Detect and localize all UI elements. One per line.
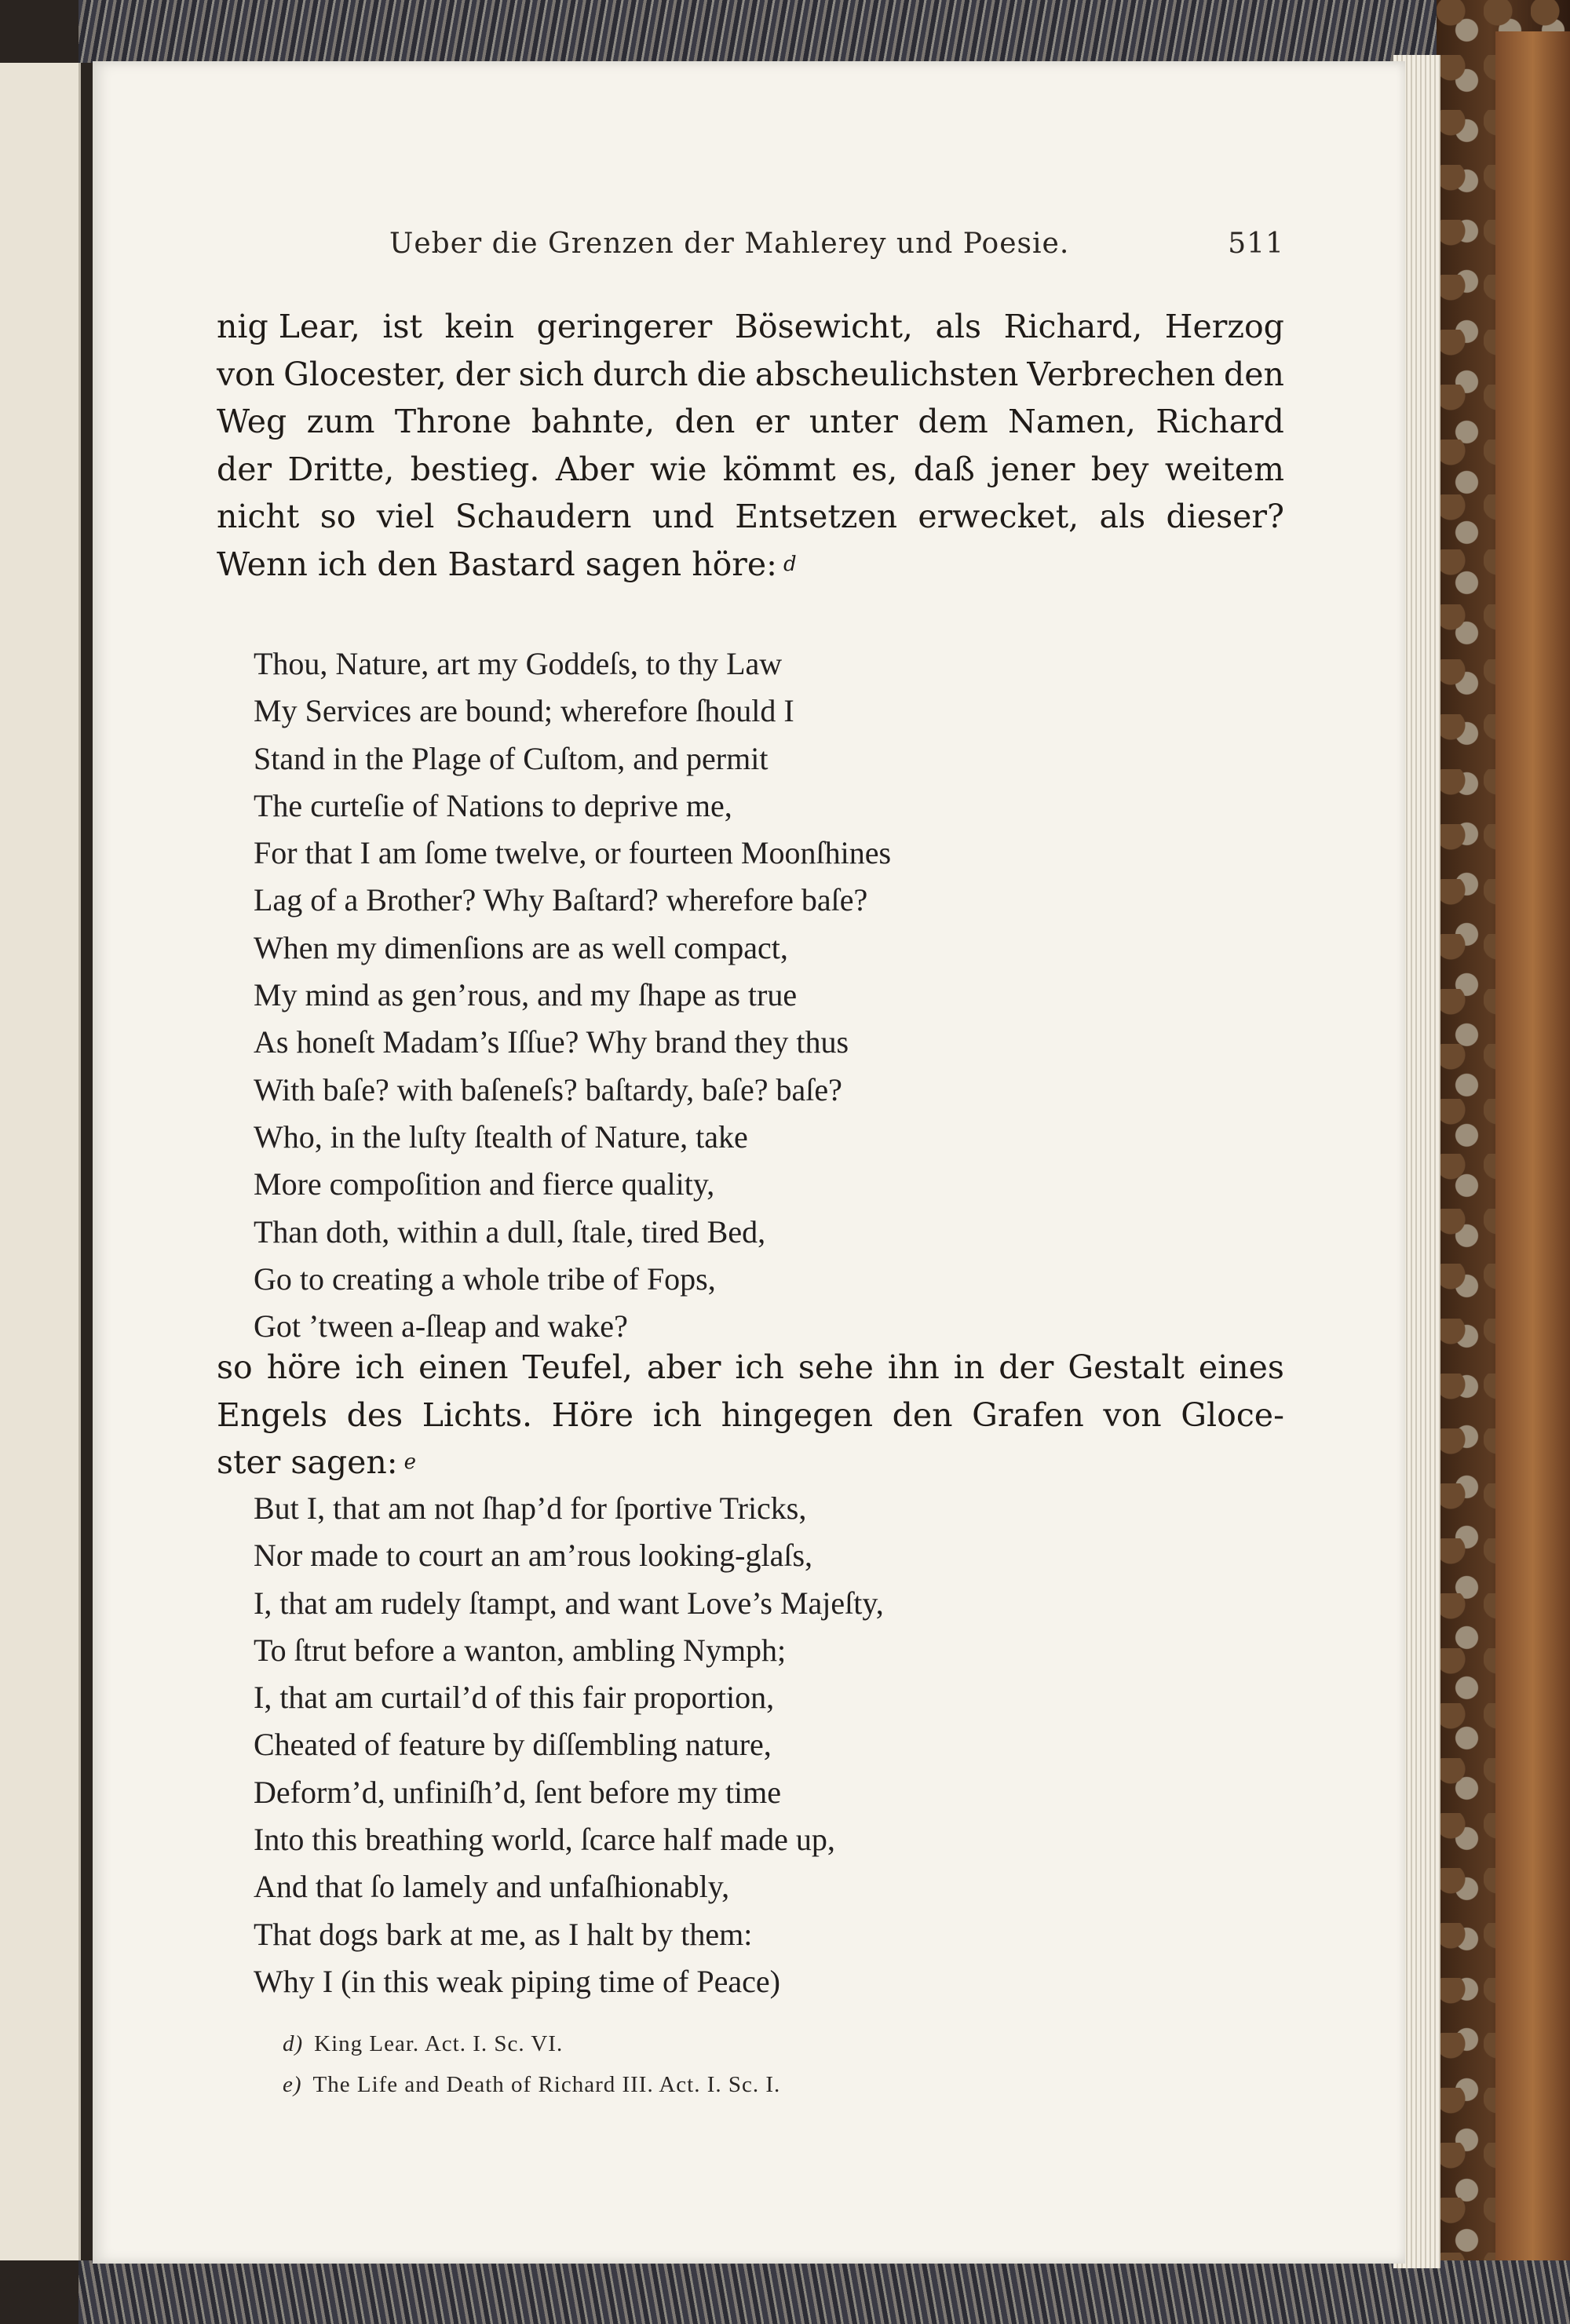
word: Aber [555, 450, 634, 488]
word: bahnte, [531, 403, 655, 440]
word: er [754, 403, 790, 440]
word: der [217, 450, 272, 488]
verse-line: I, that am curtail’d of this fair proportion, [254, 1680, 775, 1716]
prose-line [217, 1392, 1284, 1439]
book-page [93, 61, 1405, 2264]
word: weitem [1164, 450, 1284, 488]
word: der [455, 355, 510, 393]
word: die [696, 355, 747, 393]
word: sehe [798, 1348, 874, 1386]
verse-line: That dogs bark at me, as I halt by them: [254, 1916, 753, 1952]
word: ist [382, 308, 422, 345]
footnote-reference: d [783, 552, 797, 576]
word: Entsetzen [735, 498, 898, 535]
word: von [1103, 1395, 1162, 1434]
word: von [217, 355, 276, 393]
prose-line [217, 493, 1284, 541]
footnote-mark: d) [283, 2031, 304, 2056]
word: ich [652, 1395, 703, 1434]
word: zum [306, 403, 375, 440]
verse-line: More compoſition and fierce quality, [254, 1166, 715, 1202]
word: es, [851, 450, 898, 488]
word: in [953, 1348, 985, 1386]
prose-line [217, 1439, 1284, 1487]
verse-line: Stand in the Plage of Cuſtom, and permit [254, 740, 769, 776]
word: Teufel, [522, 1348, 633, 1386]
word: so [319, 498, 356, 535]
word: Glocester, [283, 355, 447, 393]
prose-line [217, 398, 1284, 446]
word: Bösewicht, [734, 308, 913, 345]
word: Schaudern [455, 498, 632, 535]
word: unter [809, 403, 899, 440]
word: erwecket, [918, 498, 1079, 535]
word: wie [649, 450, 707, 488]
verse-line: Thou, Nature, art my Goddeſs, to thy Law [254, 646, 783, 681]
verse-line: Who, in the luſty ſtealth of Nature, take [254, 1118, 748, 1155]
word: ich [355, 1348, 405, 1386]
word: Weg [217, 403, 287, 440]
word: Verbrechen [1027, 355, 1216, 393]
footnote-mark: e) [283, 2072, 302, 2097]
verse-line: Go to creating a whole tribe of Fops, [254, 1261, 716, 1297]
verse-line: Got ’tween a-ſleap and wake? [254, 1308, 628, 1344]
word: nig Lear, [217, 308, 360, 345]
word: dieser? [1166, 498, 1284, 535]
word: bey [1090, 450, 1149, 488]
page-number: 511 [1228, 228, 1284, 260]
word: Engels [217, 1395, 327, 1434]
verse-line: Cheated of feature by diſſembling nature, [254, 1727, 772, 1763]
word: sich [518, 355, 585, 393]
prose-line [217, 541, 1284, 589]
word: Höre [551, 1395, 633, 1434]
word: als [935, 308, 982, 345]
word: der [999, 1348, 1054, 1386]
word: ihn [887, 1348, 940, 1386]
verse-line: Nor made to court an am’rous looking-glaſs, [254, 1538, 813, 1574]
word: bestieg. [410, 450, 540, 488]
word: den [1224, 355, 1284, 393]
word: kein [444, 308, 515, 345]
word: eines [1198, 1348, 1284, 1386]
word: dem [918, 403, 988, 440]
verse-line: My mind as gen’rous, and my ſhape as true [254, 977, 798, 1013]
verse-block-richard [254, 1485, 1196, 2005]
word: Grafen [972, 1395, 1084, 1434]
word: aber [646, 1348, 721, 1386]
word: geringerer [536, 308, 713, 345]
word: Dritte, [287, 450, 395, 488]
footnote-text: King Lear. Act. I. Sc. VI. [314, 2031, 564, 2056]
word: ich [735, 1348, 784, 1386]
word: den [674, 403, 736, 440]
verse-line: Deform’d, unfiniſh’d, ſent before my time [254, 1774, 782, 1810]
verse-line: As honeſt Madam’s Iſſue? Why brand they thus [254, 1024, 849, 1060]
prose-paragraph-top [217, 303, 1284, 588]
word: als [1099, 498, 1146, 535]
word: so [217, 1348, 253, 1386]
word: kömmt [722, 450, 836, 488]
verse-line: Into this breathing world, ſcarce half made up, [254, 1822, 835, 1858]
prose-line [217, 351, 1284, 399]
word: Throne [394, 403, 512, 440]
word: höre [266, 1348, 341, 1386]
verse-line: But I, that am not ſhap’d for ſportive Tricks, [254, 1490, 807, 1526]
marbled-edge-top [78, 0, 1570, 63]
verse-line: Why I (in this weak piping time of Peace) [254, 1963, 780, 1999]
footnote [283, 2064, 780, 2105]
word: Richard [1156, 403, 1284, 440]
word: Lichts. [422, 1395, 533, 1434]
word: viel [376, 498, 435, 535]
verse-line: To ſtrut before a wanton, ambling Nymph; [254, 1632, 787, 1668]
prose-line [217, 1344, 1284, 1392]
verse-line: Lag of a Brother? Why Baſtard? wherefore baſe? [254, 882, 868, 918]
word: abscheulichsten [754, 355, 1019, 393]
verse-line: For that I am ſome twelve, or fourteen Moonſhines [254, 835, 892, 871]
word: nicht [217, 498, 300, 535]
word: Gloce- [1181, 1395, 1284, 1434]
facing-page-edge [0, 63, 81, 2260]
word: den [892, 1395, 953, 1434]
footnote-reference: e [403, 1450, 417, 1474]
footnote [283, 2023, 780, 2064]
footnote-text: The Life and Death of Richard III. Act. I. Sc. I. [312, 2072, 781, 2097]
verse-line: When my dimenſions are as well compact, [254, 929, 788, 965]
verse-line: The curteſie of Nations to deprive me, [254, 787, 732, 823]
leather-binding [1495, 31, 1570, 2308]
prose-line [217, 446, 1284, 494]
prose-line-text: Wenn ich den Bastard sagen höre: [217, 545, 777, 583]
word: daß [913, 450, 975, 488]
running-title: Ueber die Grenzen der Mahlerey und Poesie. [389, 228, 1070, 260]
word: Namen, [1008, 403, 1136, 440]
word: Richard, [1003, 308, 1143, 345]
marbled-edge-bottom [78, 2260, 1570, 2324]
verse-line: And that ſo lamely and unfaſhionably, [254, 1869, 730, 1905]
word: durch [592, 355, 688, 393]
verse-line: My Services are bound; wherefore ſhould I [254, 693, 794, 729]
verse-block-lear [254, 640, 1196, 1350]
verse-line: Than doth, within a dull, ſtale, tired Bed, [254, 1213, 766, 1250]
verse-line: With baſe? with baſeneſs? baſtardy, baſe? baſe? [254, 1071, 842, 1107]
word: hingegen [721, 1395, 874, 1434]
footnotes [283, 2023, 780, 2105]
word: jener [991, 450, 1075, 488]
prose-line-text: ster sagen: [217, 1443, 398, 1481]
prose-line [217, 303, 1284, 351]
verse-line: I, that am rudely ſtampt, and want Love’s Majeſty, [254, 1585, 884, 1621]
word: und [652, 498, 714, 535]
word: Gestalt [1068, 1348, 1185, 1386]
word: Herzog [1164, 308, 1284, 345]
prose-paragraph-middle [217, 1344, 1284, 1487]
word: des [346, 1395, 403, 1434]
word: einen [418, 1348, 509, 1386]
